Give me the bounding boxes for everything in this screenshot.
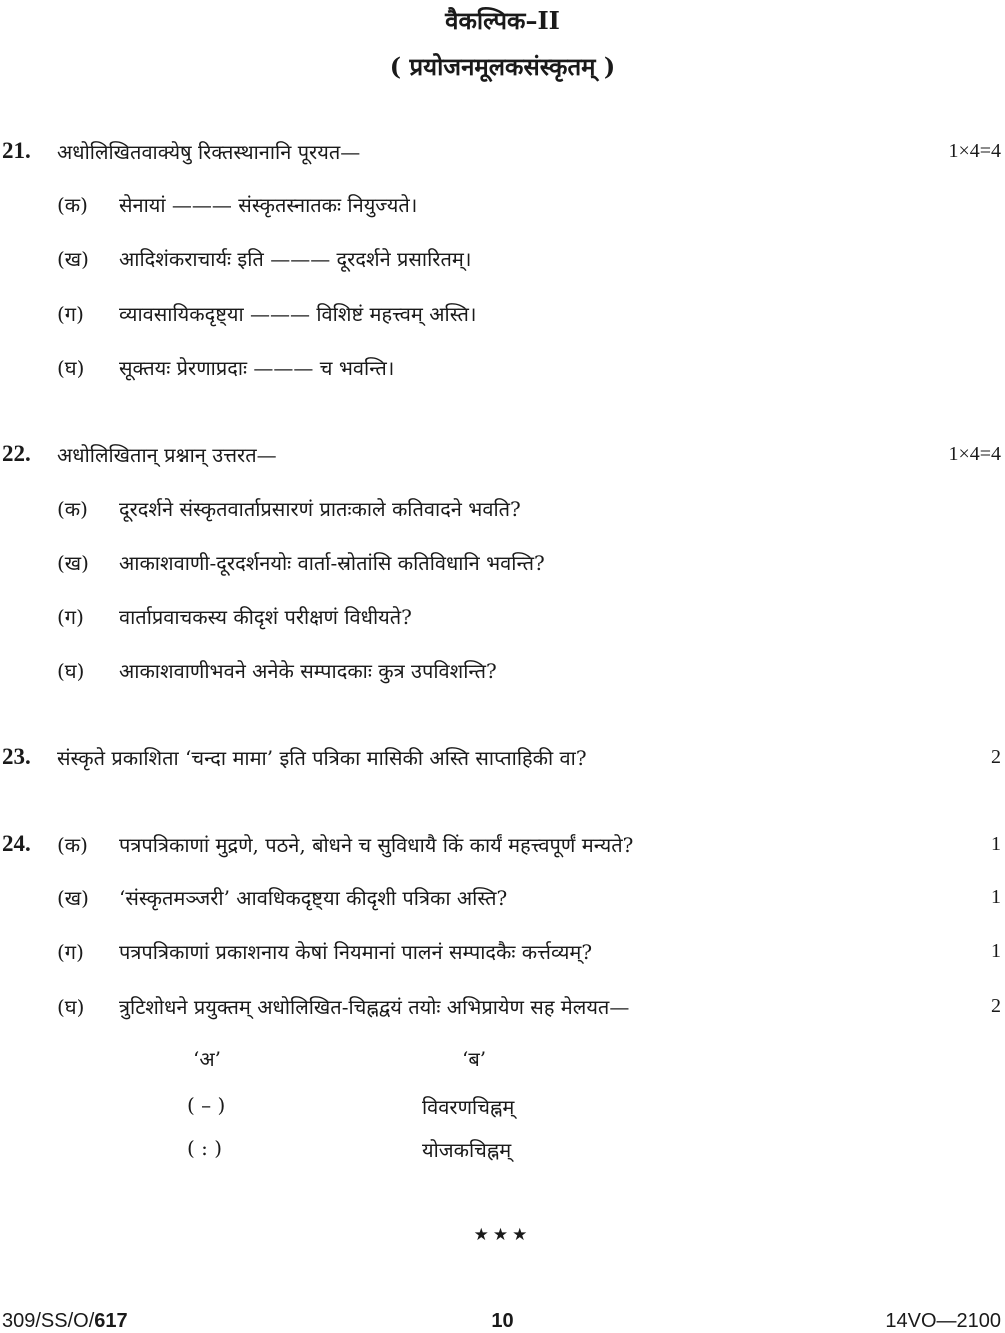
sub-question [57, 938, 592, 965]
sub-question-text: आकाशवाणी-दूरदर्शनयोः वार्ता-स्रोतांसि कतिविधानि भवन्ति? [119, 551, 545, 575]
end-stars: ★★★ [473, 1225, 532, 1245]
sub-question-label: (घ) [57, 659, 85, 683]
sub-question-text: पत्रपत्रिकाणां मुद्रणे, पठने, बोधने च सुविधायै किं कार्यं महत्त्वपूर्णं मन्यते? [119, 833, 634, 857]
sub-question-label: (ख) [57, 551, 89, 575]
sub-question [57, 993, 629, 1020]
sub-question-text: त्रुटिशोधने प्रयुक्तम् अधोलिखित-चिह्नद्वयं तयोः अभिप्रायेण सह मेलयत— [119, 995, 630, 1019]
sub-question-marks: 1 [991, 940, 1001, 962]
section-subtitle: ( प्रयोजनमूलकसंस्कृतम् ) [389, 52, 616, 81]
question-marks: 2 [991, 746, 1001, 768]
match-row-b: विवरणचिह्नम् [422, 1095, 515, 1119]
sub-question-text: सूक्तयः प्रेरणाप्रदाः ——— च भवन्ति। [119, 356, 395, 380]
sub-question-label: (ख) [57, 886, 89, 910]
sub-question-text: पत्रपत्रिकाणां प्रकाशनाय केषां नियमानां पालनं सम्पादकैः कर्त्तव्यम्? [119, 940, 593, 964]
sub-question [57, 245, 471, 272]
sub-question [57, 354, 394, 381]
sub-question-text: दूरदर्शने संस्कृतवार्ताप्रसारणं प्रातःकाले कतिवादने भवति? [119, 497, 521, 521]
footer-code-bold: 617 [94, 1310, 128, 1332]
sub-question [57, 495, 521, 522]
question-number: 24. [2, 831, 31, 856]
sub-question [57, 191, 417, 218]
sub-question [57, 884, 507, 911]
question-text: अधोलिखितान् प्रश्नान् उत्तरत— [57, 443, 277, 467]
question-marks: 1×4=4 [948, 140, 1001, 162]
match-column-a-header: ‘अ’ [193, 1047, 221, 1071]
sub-question-text: आदिशंकराचार्यः इति ——— दूरदर्शने प्रसारितम्। [119, 247, 472, 271]
match-row-a: ( : ) [187, 1136, 223, 1160]
footer-right-code: 14VO—2100 [885, 1310, 1001, 1332]
question-text: संस्कृते प्रकाशिता ‘चन्दा मामा’ इति पत्रिका मासिकी अस्ति साप्ताहिकी वा? [57, 746, 587, 770]
sub-question-label: (क) [57, 833, 88, 857]
sub-question [57, 831, 633, 858]
sub-question-label: (ग) [57, 940, 84, 964]
sub-question-marks: 1 [991, 833, 1001, 855]
sub-question-label: (क) [57, 497, 88, 521]
sub-question-label: (ख) [57, 247, 89, 271]
sub-question [57, 549, 545, 576]
match-column-b-header: ‘ब’ [462, 1047, 487, 1071]
sub-question-text: व्यावसायिकदृष्ट्या ——— विशिष्टं महत्त्वम् अस्ति। [119, 302, 477, 326]
footer-code-plain: 309/SS/O/ [2, 1310, 95, 1332]
question-number: 23. [2, 744, 31, 769]
sub-question-label: (ग) [57, 605, 84, 629]
question-marks: 1×4=4 [948, 443, 1001, 465]
sub-question-label: (क) [57, 193, 88, 217]
question-number: 21. [2, 138, 31, 163]
sub-question-text: सेनायां ——— संस्कृतस्नातकः नियुज्यते। [119, 193, 418, 217]
match-row-b: योजकचिह्नम् [422, 1138, 512, 1162]
page-number: 10 [491, 1310, 514, 1332]
sub-question-marks: 2 [991, 995, 1001, 1017]
question-text: अधोलिखितवाक्येषु रिक्तस्थानानि पूरयत— [57, 140, 361, 164]
sub-question-text: वार्ताप्रवाचकस्य कीदृशं परीक्षणं विधीयते? [119, 605, 412, 629]
match-row-a: ( – ) [187, 1093, 226, 1117]
sub-question-text: ‘संस्कृतमञ्जरी’ आवधिकदृष्ट्या कीदृशी पत्रिका अस्ति? [119, 886, 508, 910]
sub-question [57, 300, 476, 327]
section-title: वैकल्पिक–II [445, 6, 560, 35]
sub-question-label: (घ) [57, 356, 85, 380]
sub-question [57, 603, 412, 630]
question-number: 22. [2, 441, 31, 466]
sub-question-marks: 1 [991, 886, 1001, 908]
sub-question [57, 657, 497, 684]
sub-question-text: आकाशवाणीभवने अनेके सम्पादकाः कुत्र उपविशन्ति? [119, 659, 497, 683]
sub-question-label: (घ) [57, 995, 85, 1019]
sub-question-label: (ग) [57, 302, 84, 326]
